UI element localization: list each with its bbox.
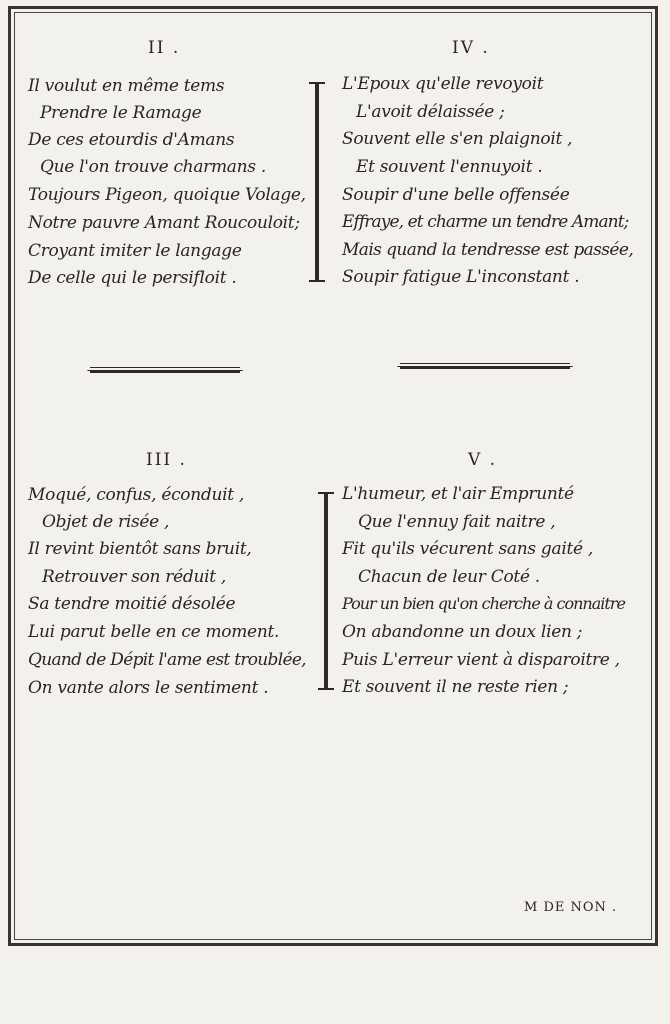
stanza-v-line-2: Que l'ennuy fait naitre , — [358, 512, 556, 532]
stanza-ii-line-8: De celle qui le persifloit . — [28, 268, 237, 288]
stanza-number-v: V . — [468, 450, 498, 470]
stanza-ii-line-2: Prendre le Ramage — [40, 103, 202, 123]
inner-border — [14, 12, 652, 940]
stanza-ii-line-4: Que l'on trouve charmans . — [40, 157, 266, 177]
stanza-iv-line-8: Soupir fatigue L'inconstant . — [342, 267, 580, 287]
stanza-iv-line-6: Effraye, et charme un tendre Amant; — [342, 212, 629, 232]
stanza-iv-line-1: L'Epoux qu'elle revoyoit — [342, 74, 544, 94]
stanza-iii-line-8: On vante alors le sentiment . — [28, 678, 269, 698]
stanza-ii-line-3: De ces etourdis d'Amans — [28, 130, 235, 150]
stanza-ii-line-7: Croyant imiter le langage — [28, 241, 242, 261]
stanza-iv-line-3: Souvent elle s'en plaignoit , — [342, 129, 573, 149]
stanza-v-line-1: L'humeur, et l'air Emprunté — [342, 484, 574, 504]
stanza-v-line-6: On abandonne un doux lien ; — [342, 622, 583, 642]
stanza-ii-line-1: Il voulut en même tems — [28, 76, 225, 96]
stanza-iii-line-1: Moqué, confus, éconduit , — [28, 485, 244, 505]
stanza-v-line-8: Et souvent il ne reste rien ; — [342, 677, 569, 697]
stanza-number-iii: III . — [146, 450, 187, 470]
stanza-iv-line-5: Soupir d'une belle offensée — [342, 185, 570, 205]
stanza-v-line-3: Fit qu'ils vécurent sans gaité , — [342, 539, 593, 559]
stanza-number-iv: IV . — [452, 38, 490, 58]
stanza-v-line-5: Pour un bien qu'on cherche à connaitre — [342, 594, 625, 613]
stanza-ii-line-5: Toujours Pigeon, quoique Volage, — [28, 185, 306, 205]
stanza-iii-line-2: Objet de risée , — [42, 512, 170, 532]
ornamental-rule-left — [90, 367, 240, 373]
stanza-iii-line-6: Lui parut belle en ce moment. — [28, 622, 280, 642]
stanza-iii-line-5: Sa tendre moitié désolée — [28, 594, 236, 614]
stanza-divider-bar-top — [315, 82, 319, 282]
stanza-number-ii: II . — [148, 38, 181, 58]
stanza-v-line-7: Puis L'erreur vient à disparoitre , — [342, 650, 620, 670]
ornamental-rule-right — [400, 363, 570, 369]
stanza-divider-bar-bottom — [324, 492, 328, 690]
stanza-iv-line-4: Et souvent l'ennuyoit . — [356, 157, 543, 177]
stanza-iv-line-7: Mais quand la tendresse est passée, — [342, 240, 634, 260]
stanza-iii-line-7: Quand de Dépit l'ame est troublée, — [28, 650, 306, 670]
stanza-iii-line-4: Retrouver son réduit , — [42, 567, 227, 587]
stanza-iii-line-3: Il revint bientôt sans bruit, — [28, 539, 252, 559]
stanza-iv-line-2: L'avoit délaissée ; — [356, 102, 505, 122]
stanza-v-line-4: Chacun de leur Coté . — [358, 567, 540, 587]
author-signature: M DE NON . — [524, 900, 618, 915]
stanza-ii-line-6: Notre pauvre Amant Roucouloit; — [28, 213, 300, 233]
